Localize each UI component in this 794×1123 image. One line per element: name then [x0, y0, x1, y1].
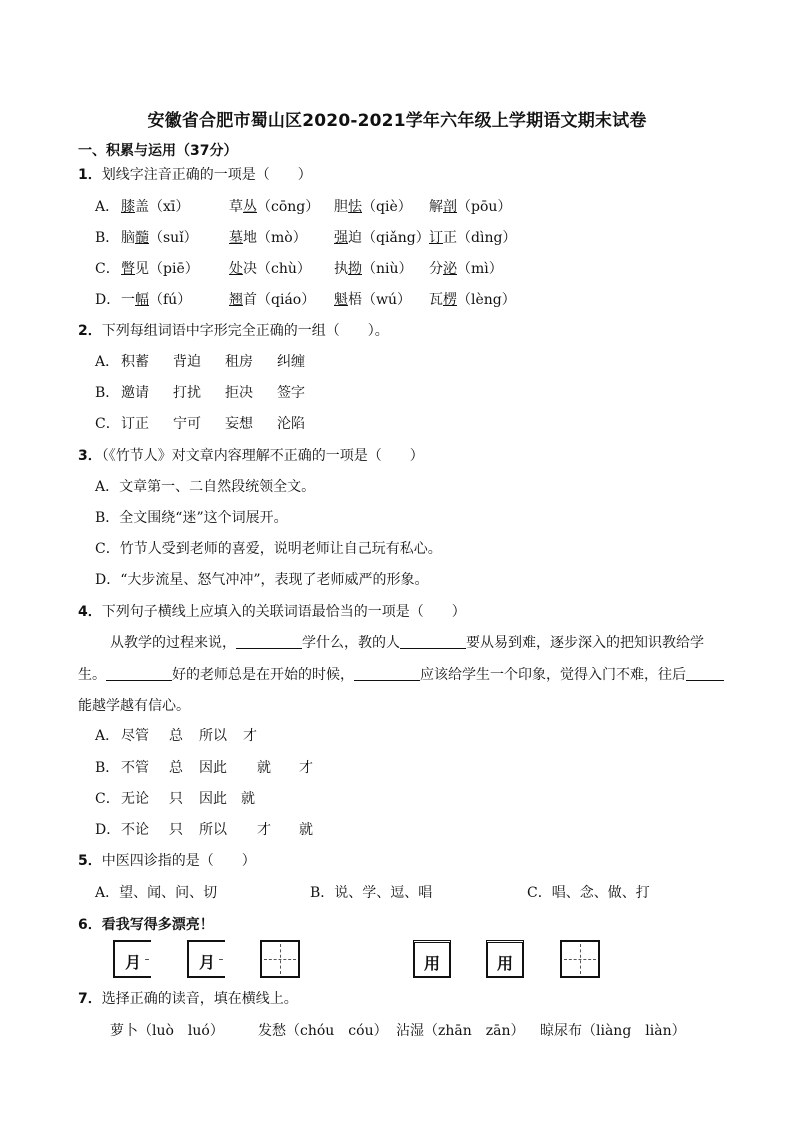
option-word: 打扰 — [173, 385, 201, 401]
fill-blank[interactable] — [354, 666, 420, 681]
underlined-char: 楞 — [443, 292, 457, 308]
phonetic-item: 胆怯（qiè） — [334, 199, 412, 215]
underlined-char: 髓 — [135, 230, 149, 246]
pinyin-item: 萝卜（luò luó） — [110, 1023, 224, 1039]
question-7 — [78, 990, 298, 1008]
phonetic-item: 瓦楞（lèng） — [429, 292, 516, 308]
underlined-char: 魁 — [334, 292, 348, 308]
sample-char: 用 — [496, 954, 513, 973]
sample-char-cell — [113, 940, 151, 978]
option-label: B． — [95, 230, 120, 246]
option-word: 就 — [257, 760, 271, 776]
option-word: 就 — [299, 822, 313, 838]
sample-char: 月 — [124, 953, 141, 972]
underlined-char: 订 — [429, 230, 443, 246]
underlined-char: 翘 — [229, 292, 243, 308]
option-word: 纠缠 — [277, 354, 305, 370]
sample-char-cell — [187, 940, 225, 978]
fill-blank[interactable] — [106, 666, 172, 681]
section-heading: 一、积累与运用（37分） — [78, 143, 238, 159]
question-2 — [78, 322, 389, 340]
option-word: 因此 — [199, 791, 227, 807]
question-stem: 划线字注音正确的一项是（ ） — [101, 167, 312, 183]
option-text: 全文围绕“迷”这个词展开。 — [119, 510, 288, 526]
option-word: 背迫 — [173, 354, 201, 370]
option-word: 宁可 — [173, 416, 201, 432]
option-word: 只 — [169, 822, 183, 838]
option-row[interactable] — [95, 540, 442, 558]
option-word: 积蓄 — [121, 354, 149, 370]
option-label: A． — [95, 354, 120, 370]
option-label: D． — [95, 572, 121, 588]
option-word: 不管 — [121, 760, 149, 776]
question-stem: 选择正确的读音，填在横线上。 — [101, 991, 298, 1007]
phonetic-item: 脑髓（suǐ） — [121, 230, 198, 246]
phonetic-item: 一幅（fú） — [121, 292, 192, 308]
phonetic-item: 执拗（niù） — [334, 261, 413, 277]
option-word: 因此 — [199, 760, 227, 776]
option-word: 尽管 — [121, 728, 149, 744]
sample-char: 用 — [423, 954, 440, 973]
pinyin-item: 发愁（chóu cóu） — [258, 1023, 388, 1039]
option-word: 签字 — [277, 385, 305, 401]
phonetic-item: 草丛（cōng） — [229, 199, 320, 215]
option-word: 总 — [169, 760, 183, 776]
underlined-char: 墓 — [229, 230, 243, 246]
option-word: 总 — [169, 728, 183, 744]
underlined-char: 瞥 — [121, 261, 135, 277]
fill-blank[interactable] — [686, 666, 724, 681]
option-word: 沦陷 — [277, 416, 305, 432]
option-word: 才 — [257, 822, 271, 838]
option-label: D． — [95, 822, 121, 838]
option-word: 就 — [241, 791, 255, 807]
phonetic-item: 处决（chù） — [229, 261, 311, 277]
option-b[interactable]: B．说、学、逗、唱 — [310, 885, 433, 901]
passage-text: 从教学的过程来说， — [110, 635, 236, 651]
passage-text: 应该给学生一个印象，觉得入门不难，往后 — [420, 667, 686, 683]
option-text: 竹节人受到老师的喜爱，说明老师让自己玩有私心。 — [119, 541, 442, 557]
option-word: 无论 — [121, 791, 149, 807]
question-number: 7． — [78, 991, 102, 1007]
option-label: B． — [95, 510, 120, 526]
underlined-char: 幅 — [135, 292, 149, 308]
option-word: 才 — [243, 728, 257, 744]
passage-text: 要从易到难，逐步深入的把知识教给学 — [466, 635, 704, 651]
fill-blank[interactable] — [400, 634, 466, 649]
phonetic-item: 瞥见（piē） — [121, 261, 199, 277]
option-label: A． — [95, 728, 120, 744]
underlined-char: 膝 — [121, 199, 135, 215]
question-number: 3． — [78, 448, 102, 464]
passage-text: 好的老师总是在开始的时候， — [172, 667, 354, 683]
option-label: C． — [95, 791, 120, 807]
underlined-char: 拗 — [348, 261, 362, 277]
option-text: 文章第一、二自然段统领全文。 — [119, 479, 316, 495]
pinyin-item: 晾尿布（liàng liàn） — [540, 1023, 686, 1039]
question-stem: 中医四诊指的是（ ） — [101, 853, 256, 869]
option-label: C． — [95, 416, 120, 432]
option-a[interactable]: A．望、闻、问、切 — [95, 885, 218, 901]
practice-cell[interactable] — [560, 940, 600, 978]
question-stem: 下列句子横线上应填入的关联词语最恰当的一项是（ ） — [101, 604, 466, 620]
underlined-char: 强 — [334, 230, 348, 246]
question-number: 5． — [78, 853, 102, 869]
option-label: A． — [95, 199, 120, 215]
option-label: B． — [95, 760, 120, 776]
question-3 — [78, 447, 424, 465]
sample-char: 月 — [198, 953, 215, 972]
phonetic-item: 订正（dìng） — [429, 230, 517, 246]
question-stem: 看我写得多漂亮！ — [101, 917, 214, 933]
option-word: 租房 — [225, 354, 253, 370]
passage-line-1 — [110, 634, 704, 652]
option-row[interactable] — [95, 509, 288, 527]
question-number: 2． — [78, 323, 102, 339]
option-row[interactable] — [95, 478, 315, 496]
phonetic-item: 解剖（pōu） — [429, 199, 512, 215]
option-label: D． — [95, 292, 121, 308]
option-label: C． — [95, 261, 120, 277]
underlined-char: 剖 — [443, 199, 457, 215]
exam-title: 安徽省合肥市蜀山区2020-2021学年六年级上学期语文期末试卷 — [147, 111, 647, 131]
option-word: 所以 — [199, 728, 227, 744]
question-stem: （《竹节人》对文章内容理解不正确的一项是（ ） — [101, 448, 424, 464]
sample-char-cell — [413, 940, 451, 978]
underlined-char: 处 — [229, 261, 243, 277]
writing-grid — [0, 940, 794, 982]
option-word: 邀请 — [121, 385, 149, 401]
phonetic-item: 强迫（qiǎng） — [334, 230, 430, 246]
option-word: 才 — [299, 760, 313, 776]
option-word: 所以 — [199, 822, 227, 838]
passage-line-2 — [78, 666, 724, 684]
question-number: 6． — [78, 917, 102, 933]
question-1 — [78, 166, 312, 184]
option-word: 只 — [169, 791, 183, 807]
phonetic-item: 膝盖（xī） — [121, 199, 190, 215]
phonetic-item: 魁梧（wú） — [334, 292, 411, 308]
question-number: 1． — [78, 167, 102, 183]
option-row[interactable] — [95, 571, 429, 589]
underlined-char: 丛 — [243, 199, 257, 215]
option-label: B． — [95, 385, 120, 401]
option-word: 妄想 — [225, 416, 253, 432]
option-label: C． — [95, 541, 120, 557]
practice-cell[interactable] — [260, 940, 300, 978]
passage-text: 学什么，教的人 — [302, 635, 400, 651]
question-stem: 下列每组词语中字形完全正确的一组（ ）。 — [101, 323, 389, 339]
sample-char-cell — [486, 940, 524, 978]
underlined-char: 泌 — [443, 261, 457, 277]
question-6 — [78, 916, 214, 934]
underlined-char: 怯 — [348, 199, 362, 215]
question-5 — [78, 852, 256, 870]
phonetic-item: 墓地（mò） — [229, 230, 307, 246]
question-4 — [78, 603, 466, 621]
fill-blank[interactable] — [236, 634, 302, 649]
phonetic-item: 分泌（mì） — [429, 261, 503, 277]
passage-line-3: 能越学越有信心。 — [78, 698, 190, 714]
question-number: 4． — [78, 604, 102, 620]
passage-text: 生。 — [78, 667, 106, 683]
option-word: 订正 — [121, 416, 149, 432]
option-word: 拒决 — [225, 385, 253, 401]
option-text: “大步流星、怒气冲冲”，表现了老师威严的形象。 — [120, 572, 429, 588]
pinyin-item: 沾湿（zhān zān） — [396, 1023, 525, 1039]
option-c[interactable]: C．唱、念、做、打 — [527, 885, 650, 901]
option-word: 不论 — [121, 822, 149, 838]
phonetic-item: 翘首（qiáo） — [229, 292, 316, 308]
option-label: A． — [95, 479, 120, 495]
